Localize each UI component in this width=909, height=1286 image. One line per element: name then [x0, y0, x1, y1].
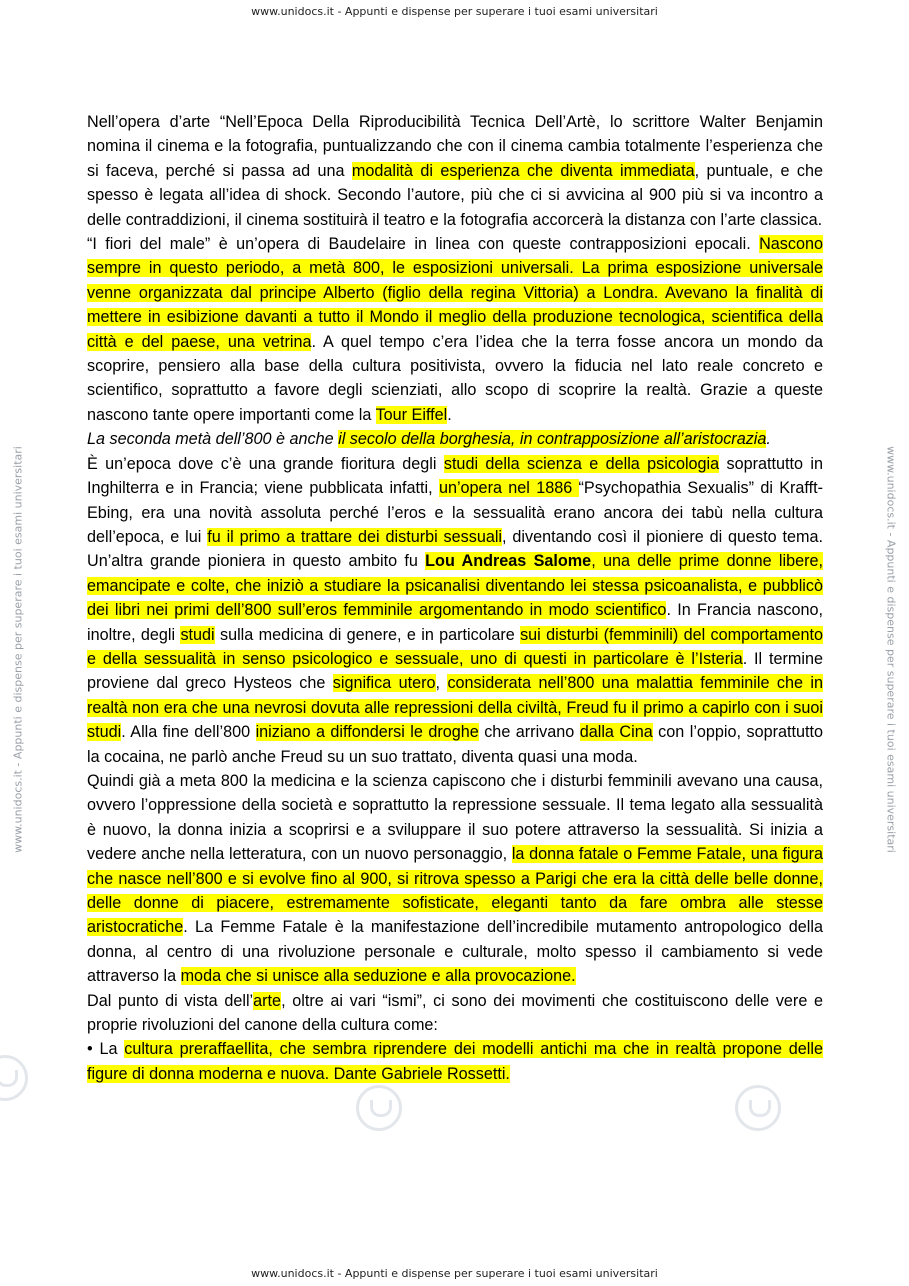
left-side-watermark: www.unidocs.it - Appunti e dispense per superare i tuoi esami universitari: [11, 446, 25, 853]
text-run: di Krafft-Ebing, era una novità assoluta perché l’eros e la sessualità erano ancora dei tabù nella cultura dell’epoca, e lui: [87, 479, 824, 546]
text-run: • La: [87, 1040, 125, 1059]
text-run: , puntuale, e che spesso è legata all’idea di shock. Secondo l’autore, più che ci si avvicina al 900 più si va incontro a delle contraddizioni, il cinema sostituirà il teatro e la fotografia accorcerà la distanza con l’arte classica.: [87, 161, 823, 229]
text-run: Dal punto di vista dell’: [87, 991, 254, 1010]
highlighted-text: studi: [180, 625, 215, 644]
text-run: .: [447, 405, 452, 424]
paragraph-arte: [87, 989, 823, 1038]
text-run: ,: [435, 674, 448, 693]
highlighted-text: cultura preraffaellita, che sembra riprendere dei modelli antichi ma che in realtà propone delle figure di donna moderna e nuova. Dante Gabriele Rossetti.: [87, 1040, 823, 1083]
bullet-preraffaelliti: [87, 1037, 823, 1086]
highlighted-text: considerata nell’800 una malattia femminile che in realtà non era che una nevrosi dovuta alle repressioni della civiltà, Freud fu il primo a capirlo con i suoi studi: [87, 674, 823, 742]
text-run: , oltre ai vari “ismi”, ci sono dei movimenti che costituiscono delle vere e proprie rivoluzioni del canone della cultura come:: [87, 991, 823, 1035]
text-run: La seconda metà dell’800 è anche: [87, 430, 339, 449]
text-run: . Alla fine dell’800: [121, 723, 256, 742]
paragraph-baudelaire: [87, 232, 823, 427]
highlighted-text: iniziano a diffondersi le droghe: [255, 723, 479, 742]
document-body: [87, 110, 823, 1086]
highlighted-text: arte: [253, 991, 282, 1010]
paragraph-benjamin: [87, 110, 823, 232]
highlighted-text: , una delle prime donne libere, emancipate e colte, che iniziò a studiare la psicanalisi diventando lei stessa psicoanalista, e pubblicò dei libri nei primi dell’800 sull’eros femminile argomentando in modo scientifico: [87, 552, 823, 620]
right-side-watermark: www.unidocs.it - Appunti e dispense per superare i tuoi esami universitari: [884, 446, 898, 853]
text-run: “Psychopathia Sexualis”: [578, 479, 754, 498]
text-run: sulla medicina di genere, e in particolare: [214, 625, 521, 644]
highlighted-text: modalità di esperienza che diventa immediata: [351, 161, 695, 180]
unidocs-logo-icon: [356, 1085, 402, 1131]
highlighted-text: fu il primo a trattare dei disturbi sessuali: [207, 527, 503, 546]
text-run: Nell’opera d’arte “Nell’Epoca Della Riproducibilità Tecnica Dell’Artè, lo scrittore Walter Benjamin nomina il cinema e la fotografia, puntualizzando che con il cinema cambia totalmente l’esperienza che si faceva, perché si passa ad una: [87, 113, 823, 180]
highlighted-text: la donna fatale o Femme Fatale, una figura che nasce nell’800 e si evolve fino al 900, si ritrova spesso a Parigi che era la città delle belle donne, delle donne di piacere, estremamente sofisticate, eleganti tanto da fare ombra alle stesse aristocratiche: [87, 845, 823, 937]
text-run: . Il termine proviene dal greco Hysteos che: [87, 649, 823, 693]
highlighted-text: dalla Cina: [579, 723, 653, 742]
page-footer-watermark: www.unidocs.it - Appunti e dispense per superare i tuoi esami universitari: [251, 1267, 658, 1280]
page-header-watermark: www.unidocs.it - Appunti e dispense per superare i tuoi esami universitari: [251, 5, 658, 18]
highlighted-text: il secolo della borghesia, in contrapposizione all’aristocrazia: [338, 430, 767, 449]
text-run: soprattutto in Inghilterra e in Francia; viene pubblicata infatti,: [87, 454, 823, 498]
highlighted-text: Nascono sempre in questo periodo, a metà 800, le esposizioni universali. La prima esposizione universale venne organizzata dal principe Alberto (figlio della regina Vittoria) a Londra. Avevano la finalità di mettere in esibizione davanti a tutto il Mondo il meglio della produzione tecnologica, scientifica della città e del paese, una vetrina: [87, 235, 823, 351]
highlighted-text: Lou Andreas Salome: [425, 552, 592, 571]
highlighted-text: Tour Eiffel: [375, 405, 448, 424]
text-run: È un’epoca dove c’è una grande fioritura degli: [87, 454, 444, 473]
highlighted-text: un’opera nel 1886: [438, 479, 579, 498]
text-run: con l’oppio, soprattutto la cocaina, ne parlò anche Freud su un suo trattato, diventa quasi una moda.: [87, 723, 823, 766]
text-run: , diventando così il pioniere di questo tema. Un’altra grande pioniera in questo ambito fu: [87, 527, 824, 571]
highlighted-text: studi della scienza e della psicologia: [443, 454, 720, 473]
paragraph-psicologia: [87, 452, 823, 769]
text-run: .: [766, 430, 771, 449]
text-run: . A quel tempo c’era l’idea che la terra fosse ancora un mondo da scoprire, pensiero alla base della cultura positivista, ovvero la fiducia nel lato reale concreto e scientifico, soprattutto a favore degli scienziati, allo scopo di scoprire la realtà. Grazie a queste nascono tante opere importanti come la: [87, 332, 823, 424]
text-run: . In Francia nascono, inoltre, degli: [87, 601, 824, 644]
highlighted-text: sui disturbi (femminili) del comportamento e della sessualità in senso psicologico e sessuale, uno di questi in particolare è l’Isteria: [87, 625, 823, 668]
text-run: Quindi già a meta 800 la medicina e la scienza capiscono che i disturbi femminili avevano una causa, ovvero l’oppressione della società e soprattutto la repressione sessuale. Il tema legato alla sessualità è nuovo, la donna inizia a scoprirsi e a sviluppare il suo potere attraverso la sessualità. Si inizia a vedere anche nella letteratura, con un nuovo personaggio,: [87, 771, 823, 864]
unidocs-logo-icon: [735, 1085, 781, 1131]
text-run: che arrivano: [478, 723, 580, 742]
paragraph-borghesia: [87, 427, 823, 451]
text-run: . La Femme Fatale è la manifestazione dell’incredibile mutamento antropologico della donna, al centro di una rivoluzione personale e culturale, molto spesso il cambiamento si vede attraverso la: [87, 918, 823, 986]
highlighted-text: moda che si unisce alla seduzione e alla provocazione.: [180, 967, 576, 986]
highlighted-text: significa utero: [332, 674, 436, 693]
paragraph-femme-fatale: [87, 769, 823, 989]
text-run: “I fiori del male” è un’opera di Baudelaire in linea con queste contrapposizioni epocali.: [87, 235, 760, 254]
